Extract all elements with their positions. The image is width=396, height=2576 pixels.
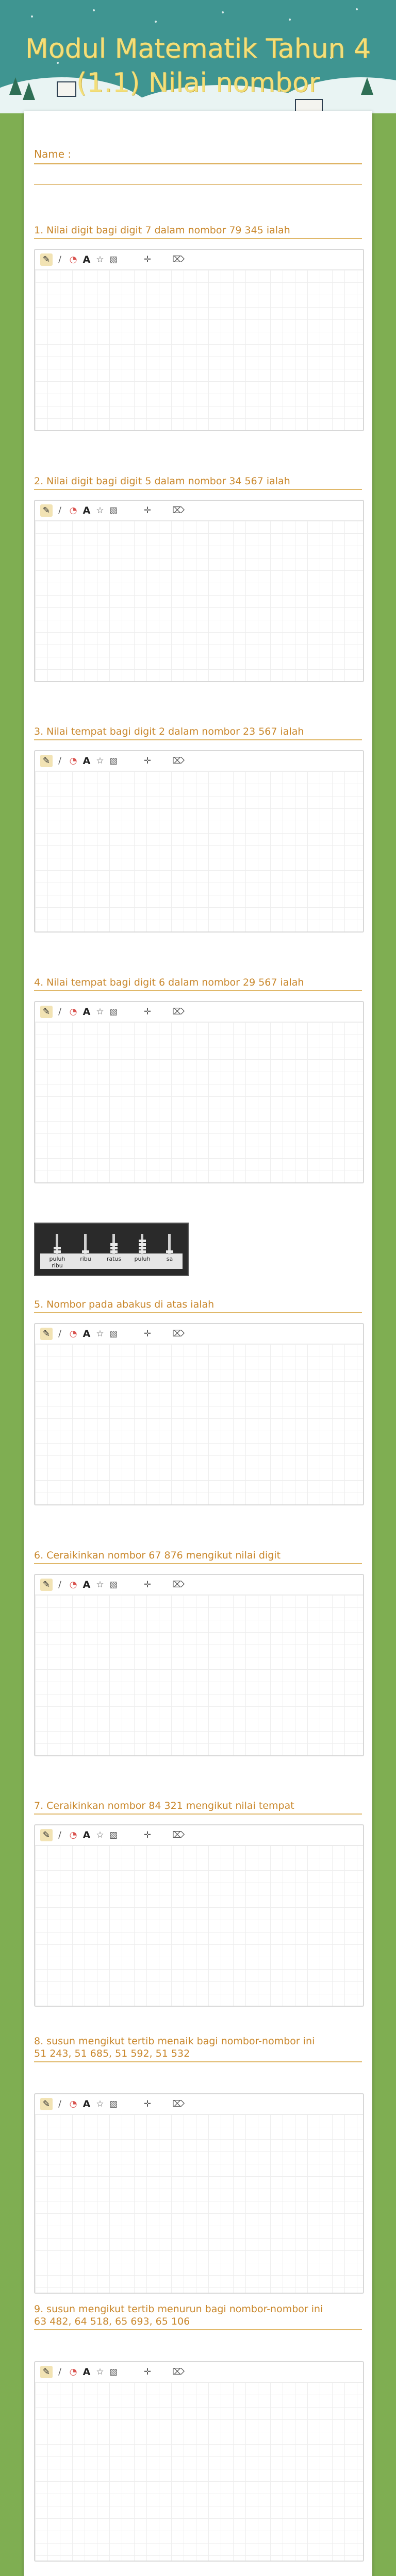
text-icon[interactable]: A [82,1006,91,1018]
trash-icon[interactable]: ⌦ [172,2099,185,2109]
worksheet [24,111,372,2576]
trash-icon[interactable]: ⌦ [172,505,185,516]
answer-drawing-area[interactable] [34,1323,364,1505]
pen-icon[interactable]: ∕ [58,756,61,766]
star-icon[interactable]: ☆ [96,2367,104,2377]
image-icon[interactable]: ▧ [109,2099,118,2109]
color-icon[interactable]: ◔ [69,505,77,516]
trash-icon[interactable]: ⌦ [172,1007,185,1017]
move-icon[interactable]: ✛ [143,2367,152,2377]
image-icon[interactable]: ▧ [109,2367,118,2377]
pencil-icon[interactable]: ✎ [40,1829,53,1841]
pencil-icon[interactable]: ✎ [40,2098,53,2110]
question-4 [34,976,362,991]
text-icon[interactable]: A [82,755,91,767]
drawing-canvas[interactable] [35,521,363,681]
pen-icon[interactable]: ∕ [58,2367,61,2377]
snowflake-icon [289,19,291,21]
star-icon[interactable]: ☆ [96,756,104,766]
question-2 [34,475,362,490]
star-icon[interactable]: ☆ [96,505,104,516]
pencil-icon[interactable]: ✎ [40,253,53,266]
answer-drawing-area[interactable] [34,750,364,933]
header-banner [0,0,396,113]
question-text: 4. Nilai tempat bagi digit 6 dalam nombor 29 567 ialah [34,977,304,988]
move-icon[interactable]: ✛ [143,1007,152,1017]
question-text: 2. Nilai digit bagi digit 5 dalam nombor 34 567 ialah [34,476,290,487]
text-icon[interactable]: A [82,505,91,516]
question-text: 3. Nilai tempat bagi digit 2 dalam nombor 23 567 ialah [34,726,304,737]
image-icon[interactable]: ▧ [109,255,118,265]
page-title: Modul Matematik Tahun 4 (1.1) Nilai nombor [25,33,371,98]
move-icon[interactable]: ✛ [143,756,152,766]
snowflake-icon [93,9,95,11]
pen-icon[interactable]: ∕ [58,1329,61,1339]
star-icon[interactable]: ☆ [96,2099,104,2109]
question-text: 5. Nombor pada abakus di atas ialah [34,1299,214,1310]
snowflake-icon [222,11,224,13]
drawing-canvas[interactable] [35,2382,363,2561]
image-icon[interactable]: ▧ [109,505,118,516]
color-icon[interactable]: ◔ [69,756,77,766]
pencil-icon[interactable]: ✎ [40,1328,53,1340]
pencil-icon[interactable]: ✎ [40,504,53,517]
color-icon[interactable]: ◔ [69,255,77,265]
color-icon[interactable]: ◔ [69,2099,77,2109]
image-icon[interactable]: ▧ [109,1580,118,1590]
text-icon[interactable]: A [82,2098,91,2110]
question-5 [34,1298,362,1313]
drawing-canvas[interactable] [35,771,363,931]
pen-icon[interactable]: ∕ [58,255,61,265]
drawing-toolbar [35,2362,363,2382]
drawing-toolbar [35,1324,363,1344]
drawing-toolbar [35,250,363,270]
pencil-icon[interactable]: ✎ [40,2366,53,2378]
drawing-toolbar [35,2094,363,2114]
move-icon[interactable]: ✛ [143,2099,152,2109]
pencil-icon[interactable]: ✎ [40,1006,53,1018]
question-1 [34,224,362,239]
trash-icon[interactable]: ⌦ [172,1580,185,1590]
question-8 [34,2035,362,2062]
abacus-bead [82,1250,89,1253]
answer-drawing-area[interactable] [34,500,364,682]
answer-drawing-area[interactable] [34,2093,364,2294]
move-icon[interactable]: ✛ [143,1329,152,1339]
abacus-label: puluh ribu [49,1256,65,1269]
color-icon[interactable]: ◔ [69,1329,77,1339]
question-3 [34,725,362,740]
trash-icon[interactable]: ⌦ [172,2367,185,2377]
trash-icon[interactable]: ⌦ [172,756,185,766]
question-numbers: 63 482, 64 518, 65 693, 65 106 [34,2316,190,2327]
trash-icon[interactable]: ⌦ [172,255,185,265]
question-9 [34,2303,362,2330]
name-underline [34,184,362,185]
question-text: 6. Ceraikinkan nombor 67 876 mengikut nilai digit [34,1550,281,1561]
drawing-canvas[interactable] [35,1022,363,1182]
abacus-bead [139,1250,146,1253]
answer-drawing-area[interactable] [34,1574,364,1756]
abacus-image [34,1223,189,1276]
trash-icon[interactable]: ⌦ [172,1830,185,1840]
abacus-label: puluh [134,1256,151,1262]
abacus-bead [54,1250,61,1253]
abacus-label: sa [166,1256,173,1262]
abacus-bead [166,1250,173,1253]
image-icon[interactable]: ▧ [109,756,118,766]
question-text: 1. Nilai digit bagi digit 7 dalam nombor 79 345 ialah [34,225,290,236]
star-icon[interactable]: ☆ [96,255,104,265]
name-label: Name : [34,148,72,160]
answer-drawing-area[interactable] [34,249,364,431]
pen-icon[interactable]: ∕ [58,505,61,516]
name-field[interactable] [34,148,362,164]
drawing-toolbar [35,1825,363,1845]
move-icon[interactable]: ✛ [143,1580,152,1590]
abacus-bead [139,1247,146,1249]
snowflake-icon [356,8,358,10]
text-icon[interactable]: A [82,1328,91,1340]
answer-drawing-area[interactable] [34,1824,364,2007]
abacus-label: ratus [106,1256,122,1262]
drawing-canvas[interactable] [35,1845,363,2006]
color-icon[interactable]: ◔ [69,2367,77,2377]
pen-icon[interactable]: ∕ [58,1007,61,1017]
pencil-icon[interactable]: ✎ [40,755,53,767]
star-icon[interactable]: ☆ [96,1830,104,1840]
abacus-bead [110,1247,118,1249]
question-text: 7. Ceraikinkan nombor 84 321 mengikut nilai tempat [34,1800,294,1811]
answer-drawing-area[interactable] [34,2361,364,2562]
text-icon[interactable]: A [82,254,91,265]
color-icon[interactable]: ◔ [69,1580,77,1590]
question-text: 8. susun mengikut tertib menaik bagi nombor-nombor ini [34,2036,315,2047]
drawing-toolbar [35,751,363,771]
star-icon[interactable]: ☆ [96,1007,104,1017]
question-text: 9. susun mengikut tertib menurun bagi nombor-nombor ini [34,2303,323,2315]
snowflake-icon [155,21,157,23]
abacus-bead [54,1247,61,1249]
drawing-canvas[interactable] [35,1595,363,1755]
text-icon[interactable]: A [82,1829,91,1841]
image-icon[interactable]: ▧ [109,1007,118,1017]
pen-icon[interactable]: ∕ [58,2099,61,2109]
abacus-bead [139,1243,146,1246]
pencil-icon[interactable]: ✎ [40,1579,53,1591]
snowflake-icon [31,15,33,18]
drawing-canvas[interactable] [35,270,363,430]
color-icon[interactable]: ◔ [69,1830,77,1840]
drawing-toolbar [35,1002,363,1022]
drawing-canvas[interactable] [35,1344,363,1504]
question-7 [34,1800,362,1815]
drawing-toolbar [35,501,363,521]
drawing-toolbar [35,1575,363,1595]
text-icon[interactable]: A [82,1579,91,1590]
color-icon[interactable]: ◔ [69,1007,77,1017]
abacus-bead [139,1240,146,1242]
pen-icon[interactable]: ∕ [58,1580,61,1590]
abacus-bead [110,1250,118,1253]
question-6 [34,1549,362,1564]
star-icon[interactable]: ☆ [96,1580,104,1590]
drawing-canvas[interactable] [35,2114,363,2293]
star-icon[interactable]: ☆ [96,1329,104,1339]
answer-drawing-area[interactable] [34,1001,364,1183]
question-numbers: 51 243, 51 685, 51 592, 51 532 [34,2048,190,2059]
pen-icon[interactable]: ∕ [58,1830,61,1840]
move-icon[interactable]: ✛ [143,505,152,516]
image-icon[interactable]: ▧ [109,1329,118,1339]
trash-icon[interactable]: ⌦ [172,1329,185,1339]
abacus-bead [110,1243,118,1246]
move-icon[interactable]: ✛ [143,255,152,265]
text-icon[interactable]: A [82,2366,91,2378]
abacus-label: ribu [80,1256,91,1262]
move-icon[interactable]: ✛ [143,1830,152,1840]
image-icon[interactable]: ▧ [109,1830,118,1840]
